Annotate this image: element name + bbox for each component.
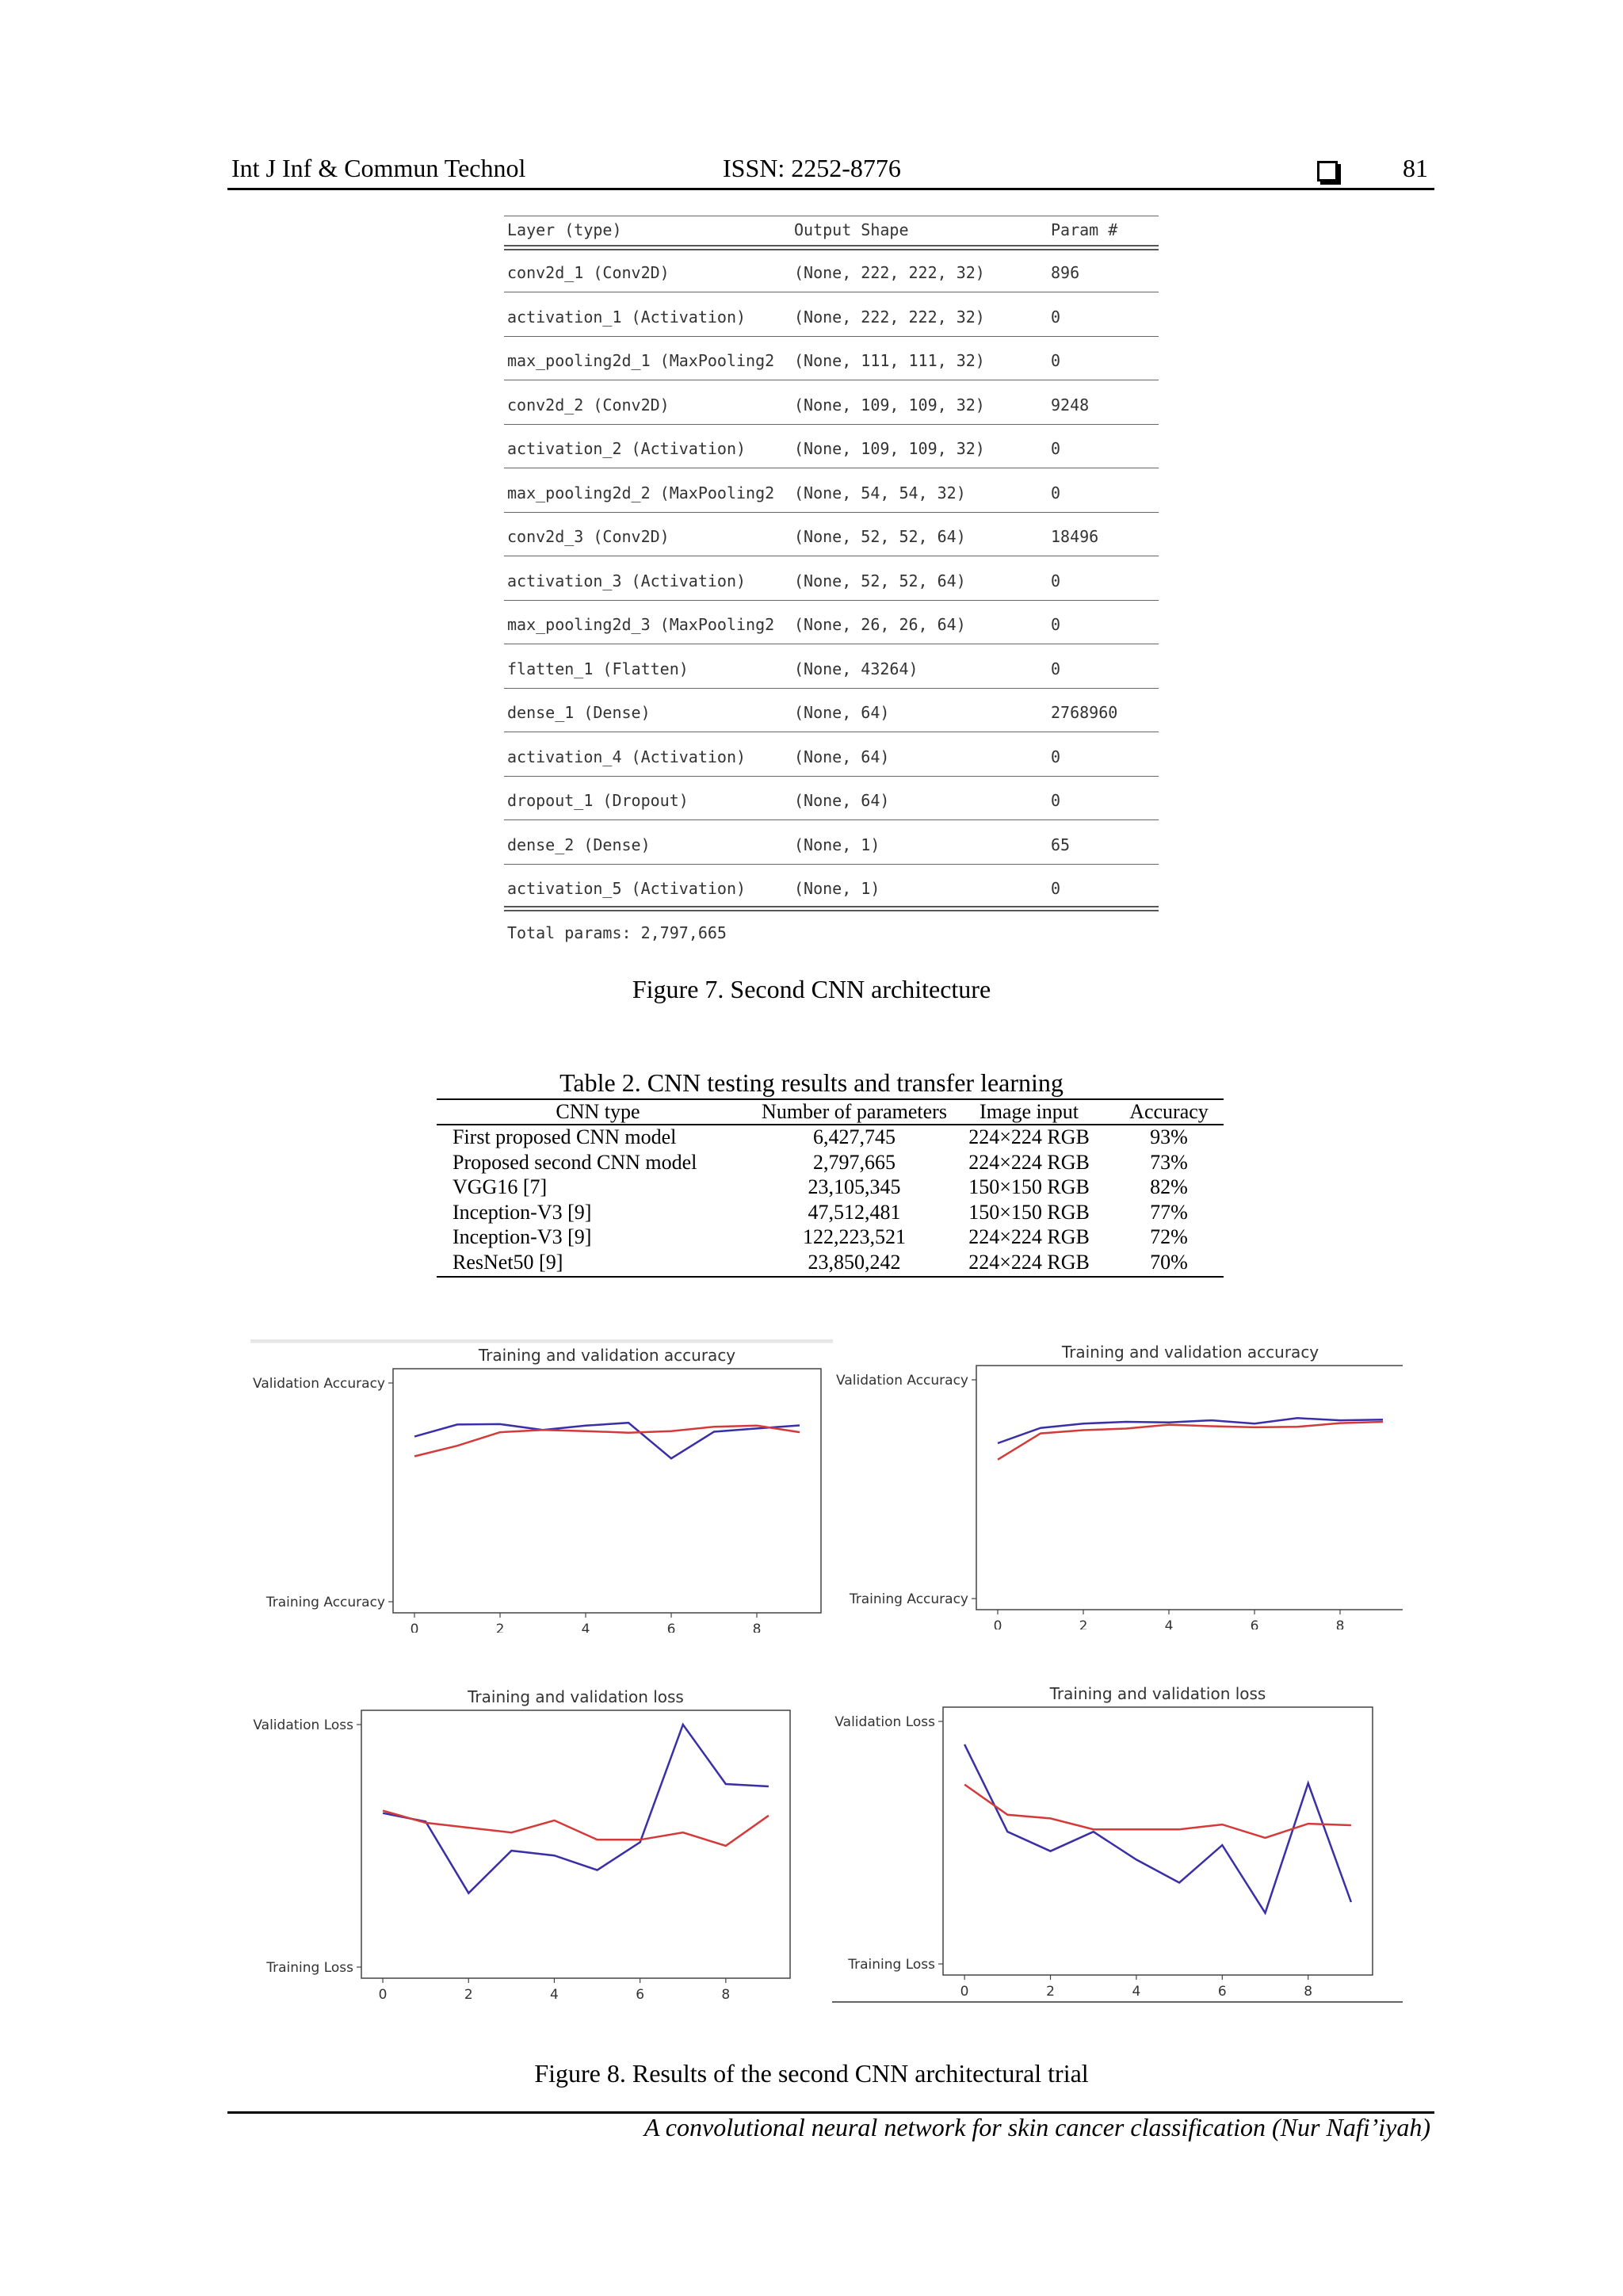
summary-double-rule [504,245,1159,250]
training-line [998,1422,1383,1460]
table-cell: 122,223,521 [803,1225,906,1248]
summary-cell: 0 [1051,483,1061,502]
accuracy-chart-right [832,1336,1403,1629]
summary-cell: (None, 109, 109, 32) [794,439,985,458]
x-tick-label: 6 [1217,1984,1227,2000]
table-cell: 23,105,345 [808,1175,901,1198]
table-cell: 93% [1150,1125,1188,1148]
summary-cell: 0 [1051,307,1061,327]
x-tick-label: 8 [721,1987,731,2003]
x-tick-label: 6 [666,1622,676,1633]
summary-cell: activation_4 (Activation) [507,747,747,766]
summary-cell: conv2d_1 (Conv2D) [507,263,670,282]
summary-cell: (None, 1) [794,835,880,854]
table-cell: ResNet50 [9] [453,1250,563,1274]
x-tick-label: 2 [464,1987,473,2003]
summary-rule [504,688,1159,689]
summary-cell: (None, 64) [794,703,890,722]
summary-cell: conv2d_3 (Conv2D) [507,527,670,546]
table-cell: 224×224 RGB [968,1250,1090,1274]
table-cell: 150×150 RGB [968,1175,1090,1198]
chart-title: Training and validation accuracy [478,1346,736,1365]
summary-cell: (None, 109, 109, 32) [794,395,985,415]
table-bottom-rule [437,1276,1224,1278]
summary-cell: 0 [1051,615,1061,634]
y-tick-label: Training Accuracy [265,1595,385,1610]
figure-7-caption: Figure 7. Second CNN architecture [632,975,991,1003]
summary-cell: max_pooling2d_3 (MaxPooling2 [507,615,775,634]
table-cell: 23,850,242 [808,1250,901,1274]
x-tick-label: 0 [993,1618,1002,1629]
table-2-title: Table 2. CNN testing results and transfer learning [559,1068,1064,1097]
x-tick-label: 4 [1164,1618,1174,1629]
table-header-cell: CNN type [556,1100,640,1123]
y-tick-label: Validation Loss [834,1714,935,1730]
summary-cell: (None, 111, 111, 32) [794,351,985,370]
summary-cell: (None, 52, 52, 64) [794,571,966,590]
table-header-cell: Number of parameters [762,1100,947,1123]
summary-rule [504,336,1159,337]
summary-cell: conv2d_2 (Conv2D) [507,395,670,415]
summary-cell: dropout_1 (Dropout) [507,791,689,810]
summary-cell: 0 [1051,659,1061,678]
summary-cell: max_pooling2d_2 (MaxPooling2 [507,483,775,502]
table-cell: First proposed CNN model [453,1125,677,1148]
x-tick-label: 6 [1250,1618,1259,1629]
y-tick-label: Training Accuracy [849,1591,968,1607]
plot-frame [943,1707,1373,1975]
table-cell: Inception-V3 [9] [453,1225,592,1248]
summary-rule [504,819,1159,820]
table-cell: 224×224 RGB [968,1150,1090,1174]
x-tick-label: 6 [636,1987,645,2003]
total-params: Total params: 2,797,665 [507,923,727,942]
footer-citation: A convolutional neural network for skin cancer classification (Nur Nafi’iyah) [643,2113,1430,2141]
summary-cell: 9248 [1051,395,1090,415]
summary-cell: 896 [1051,263,1080,282]
x-tick-label: 4 [581,1622,590,1633]
table-cell: 6,427,745 [813,1125,896,1148]
summary-header-cell: Param # [1051,220,1118,239]
summary-cell: activation_2 (Activation) [507,439,747,458]
table-cell: Inception-V3 [9] [453,1200,592,1224]
table-cell: VGG16 [7] [453,1175,548,1198]
summary-cell: (None, 52, 52, 64) [794,527,966,546]
table-cell: 73% [1150,1150,1188,1174]
summary-cell: flatten_1 (Flatten) [507,659,689,678]
summary-cell: (None, 222, 222, 32) [794,263,985,282]
plot-frame [976,1366,1403,1610]
y-tick-label: Validation Accuracy [836,1373,968,1389]
validation-line [383,1725,769,1893]
plot-frame [361,1710,790,1978]
table-cell: 70% [1150,1250,1188,1274]
summary-rule [504,512,1159,513]
summary-cell: (None, 54, 54, 32) [794,483,966,502]
table-cell: 224×224 RGB [968,1225,1090,1248]
y-tick-label: Training Loss [848,1957,935,1973]
x-tick-label: 4 [550,1987,559,2003]
y-tick-label: Validation Loss [253,1717,353,1733]
table-cell: 150×150 RGB [968,1200,1090,1224]
table-cell: 47,512,481 [808,1200,901,1224]
model-summary [504,211,1159,947]
table-header-cell: Image input [980,1100,1079,1123]
loss-chart-left [250,1685,837,2018]
x-tick-label: 2 [495,1622,505,1633]
figure-8-caption: Figure 8. Results of the second CNN architectural trial [534,2059,1089,2088]
summary-cell: (None, 64) [794,791,890,810]
page-number: 81 [1403,154,1428,182]
summary-cell: 2768960 [1051,703,1118,722]
summary-cell: 18496 [1051,527,1099,546]
x-tick-label: 0 [378,1987,388,2003]
summary-cell: 0 [1051,571,1061,590]
training-line [383,1811,769,1846]
x-tick-label: 8 [752,1622,762,1633]
summary-cell: dense_1 (Dense) [507,703,651,722]
x-tick-label: 0 [960,1984,969,2000]
square-bullet-icon [1317,161,1338,181]
table-cell: 82% [1150,1175,1188,1198]
summary-cell: (None, 26, 26, 64) [794,615,966,634]
loss-chart-right [832,1682,1403,2015]
summary-cell: activation_1 (Activation) [507,307,747,327]
x-tick-label: 8 [1304,1984,1313,2000]
summary-cell: 0 [1051,791,1061,810]
summary-cell: 0 [1051,439,1061,458]
y-tick-label: Validation Accuracy [253,1376,385,1392]
summary-header-cell: Layer (type) [507,220,622,239]
y-tick-label: Training Loss [266,1960,353,1976]
table-cell: 224×224 RGB [968,1125,1090,1148]
summary-rule [504,776,1159,777]
summary-cell: (None, 1) [794,879,880,898]
summary-cell: (None, 222, 222, 32) [794,307,985,327]
summary-cell: activation_5 (Activation) [507,879,747,898]
summary-cell: activation_3 (Activation) [507,571,747,590]
summary-cell: max_pooling2d_1 (MaxPooling2 [507,351,775,370]
summary-rule [504,864,1159,865]
issn: ISSN: 2252-8776 [723,154,901,182]
summary-double-rule [504,906,1159,911]
summary-cell: 0 [1051,879,1061,898]
table-cell: Proposed second CNN model [453,1150,697,1174]
header-rule [227,188,1434,190]
chart-title: Training and validation loss [1049,1684,1266,1703]
summary-cell: dense_2 (Dense) [507,835,651,854]
summary-cell: (None, 43264) [794,659,918,678]
chart-svg [832,1336,1403,1629]
journal-name: Int J Inf & Commun Technol [231,154,526,182]
table-header-cell: Accuracy [1129,1100,1209,1123]
table-cell: 2,797,665 [813,1150,896,1174]
chart-title: Training and validation loss [468,1687,684,1706]
summary-rule [504,600,1159,601]
summary-cell: (None, 64) [794,747,890,766]
x-tick-label: 2 [1079,1618,1088,1629]
table-cell: 77% [1150,1200,1188,1224]
summary-header-cell: Output Shape [794,220,909,239]
x-tick-label: 4 [1132,1984,1141,2000]
plot-frame [393,1369,821,1613]
chart-svg [250,1685,837,2018]
accuracy-chart-left [250,1339,837,1633]
summary-rule [504,424,1159,425]
x-tick-label: 8 [1335,1618,1345,1629]
x-tick-label: 0 [410,1622,419,1633]
validation-line [998,1418,1383,1443]
chart-title: Training and validation accuracy [1061,1343,1319,1362]
table-cell: 72% [1150,1225,1188,1248]
summary-cell: 65 [1051,835,1071,854]
summary-cell: 0 [1051,351,1061,370]
chart-svg [250,1339,837,1633]
summary-cell: 0 [1051,747,1061,766]
x-tick-label: 2 [1046,1984,1055,2000]
chart-svg [832,1682,1403,2015]
